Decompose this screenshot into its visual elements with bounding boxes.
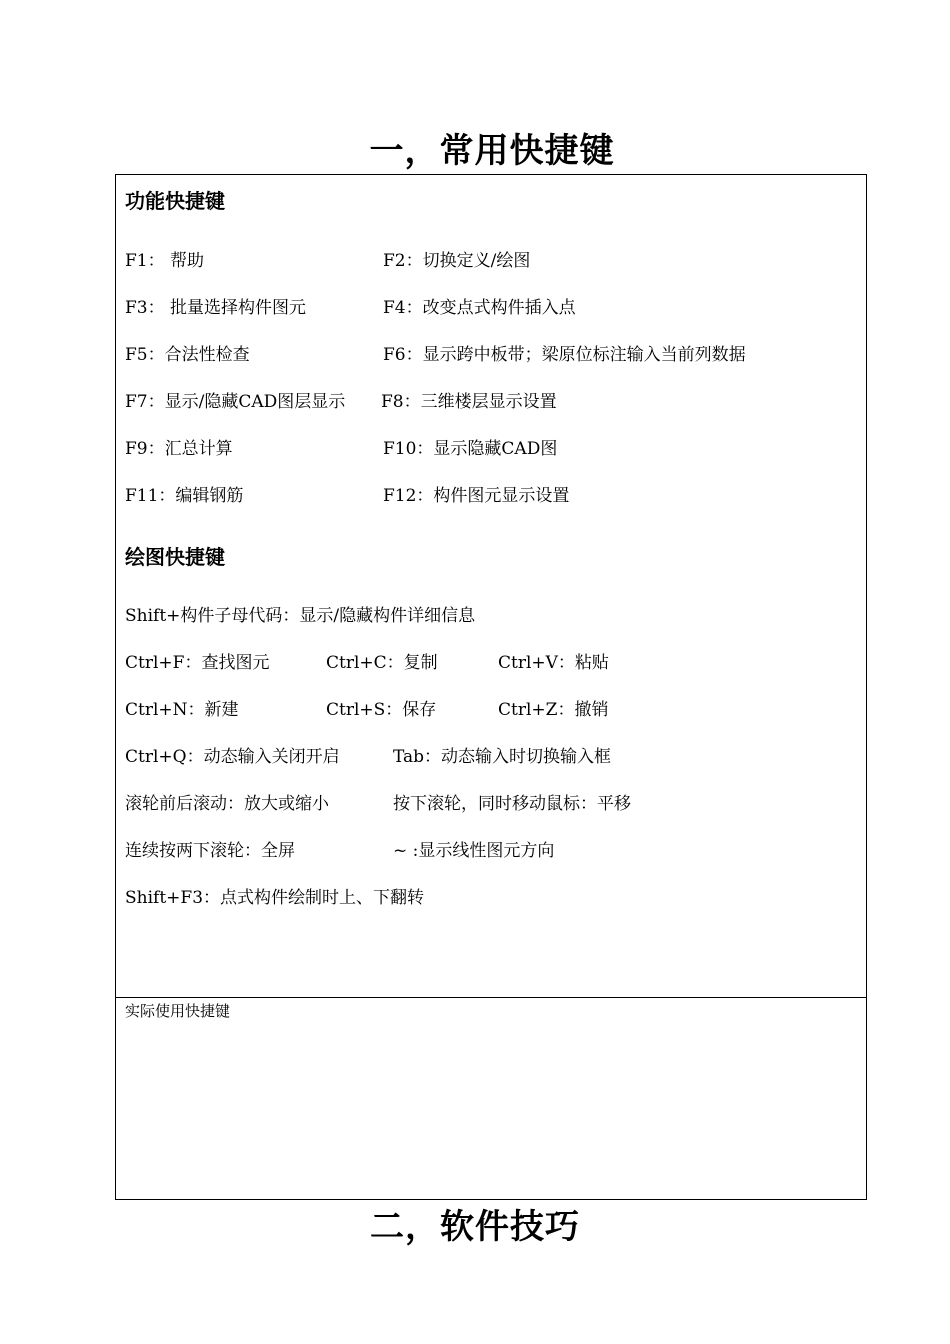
shortcut-f10: F10：显示隐藏CAD图 [383, 439, 558, 459]
shortcut-scroll-zoom: 滚轮前后滚动：放大或缩小 [125, 794, 329, 814]
shortcut-ctrl-c: Ctrl+C：复制 [326, 653, 438, 673]
shortcut-shift-f3: Shift+F3：点式构件绘制时上、下翻转 [125, 888, 425, 908]
shortcut-tab: Tab：动态输入时切换输入框 [393, 747, 612, 767]
shortcut-f6: F6：显示跨中板带；梁原位标注输入当前列数据 [383, 345, 746, 365]
shortcut-f3: F3： 批量选择构件图元 [125, 298, 307, 318]
drawing-keys-title: 绘图快捷键 [125, 545, 225, 569]
shortcut-f8: F8：三维楼层显示设置 [381, 392, 557, 412]
shortcut-f9: F9：汇总计算 [125, 439, 233, 459]
shortcut-ctrl-v: Ctrl+V：粘贴 [498, 653, 609, 673]
section-heading-software-tips: 二，软件技巧 [370, 1207, 580, 1247]
actual-use-cell [115, 997, 867, 1200]
actual-use-title: 实际使用快捷键 [125, 1002, 231, 1020]
shortcut-double-wheel: 连续按两下滚轮：全屏 [125, 841, 295, 861]
shortcut-wheel-pan: 按下滚轮，同时移动鼠标：平移 [393, 794, 631, 814]
shortcut-tilde: ~ :显示线性图元方向 [393, 841, 555, 861]
shortcut-f11: F11：编辑钢筋 [125, 486, 244, 506]
shortcut-table-cell [115, 174, 867, 998]
shortcut-ctrl-q: Ctrl+Q：动态输入关闭开启 [125, 747, 340, 767]
section-heading-shortcuts: 一，常用快捷键 [369, 131, 615, 171]
shortcut-ctrl-s: Ctrl+S：保存 [326, 700, 437, 720]
shortcut-f5: F5：合法性检查 [125, 345, 250, 365]
shortcut-f4: F4：改变点式构件插入点 [383, 298, 576, 318]
function-keys-title: 功能快捷键 [125, 189, 225, 213]
shortcut-f2: F2：切换定义/绘图 [383, 251, 531, 271]
shortcut-f7: F7：显示/隐藏CAD图层显示 [125, 392, 346, 412]
shortcut-ctrl-n: Ctrl+N：新建 [125, 700, 239, 720]
shortcut-shift-code: Shift+构件子母代码：显示/隐藏构件详细信息 [125, 606, 476, 626]
shortcut-f12: F12：构件图元显示设置 [383, 486, 570, 506]
shortcut-f1: F1： 帮助 [125, 251, 205, 271]
shortcut-ctrl-z: Ctrl+Z：撤销 [498, 700, 609, 720]
shortcut-ctrl-f: Ctrl+F：查找图元 [125, 653, 270, 673]
